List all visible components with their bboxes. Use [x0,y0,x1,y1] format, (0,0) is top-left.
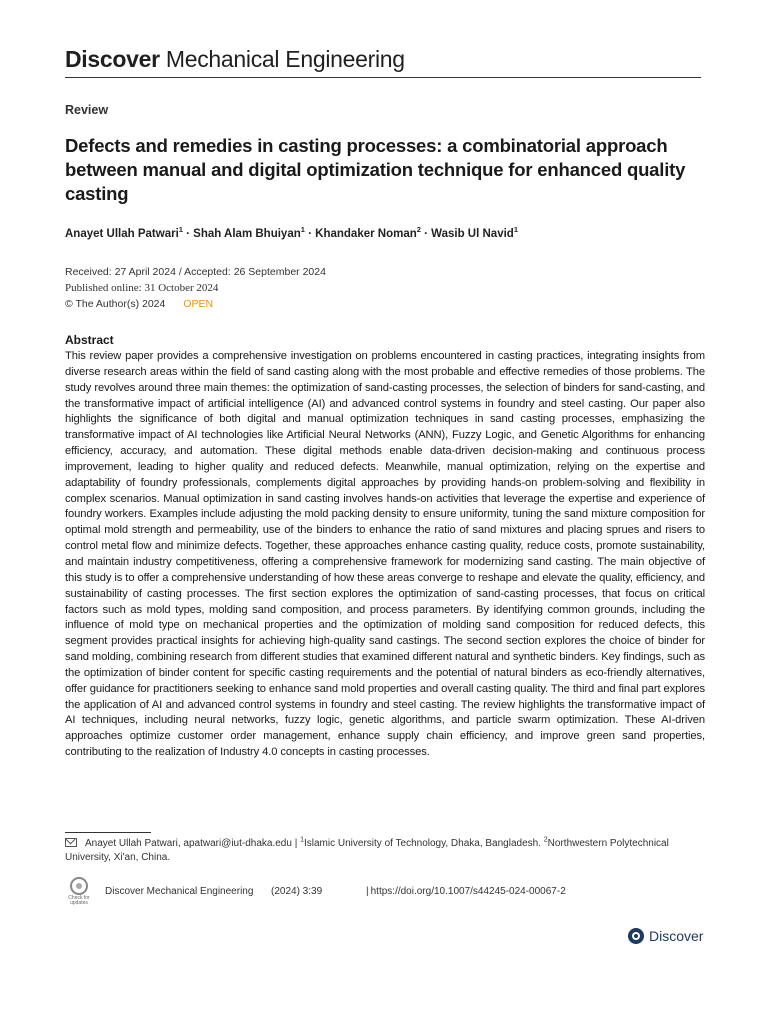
affiliation-1: Islamic University of Technology, Dhaka, Bangladesh. [304,838,541,849]
article-title: Defects and remedies in casting processes: a combinatorial approach between manual and digital optimization technique for enhanced quality casting [65,135,686,204]
article-dates [65,264,326,312]
affiliation-footnote [65,837,705,865]
article-type: Review [65,103,109,117]
author-affiliation: 1 [513,225,518,235]
journal-title-bold: Discover [65,46,160,72]
author-name[interactable]: Khandaker Noman [315,228,417,240]
discover-brand-text: Discover [649,928,704,944]
author-affiliation: 1 [178,225,183,235]
author-name[interactable]: Shah Alam Bhuiyan [193,228,301,240]
footer-separator: | [366,886,369,897]
author-name[interactable]: Wasib Ul Navid [431,228,514,240]
check-for-updates-badge[interactable] [65,877,93,907]
footer-doi [366,886,566,897]
corresponding-author[interactable]: Anayet Ullah Patwari, apatwari@iut-dhaka.edu | [85,838,298,849]
header-rule [65,77,701,78]
footer-volume: (2024) 3:39 [271,886,323,897]
check-updates-label: Check for updates [68,895,90,906]
journal-title [65,46,405,73]
affiliation-number: 2 [543,836,548,844]
published-date: Published online: 31 October 2024 [65,282,219,294]
affiliation-number: 1 [300,836,304,844]
envelope-icon [65,838,77,847]
journal-title-rest: Mechanical Engineering [165,46,405,72]
abstract-text: This review paper provides a comprehensive investigation on problems encountered in casting practices, integrating insights from diverse research areas within the field of sand casting along with the most probable and effective remedies of those problems. The study revolves around three main themes: the optimization of sand-casting processes, the selection of binders for sand-casting, and the transformative impact of artificial intelligence (AI) and advanced control systems in foundry and steel casting. Our paper also highlights the significance of both digital and manual optimization techniques in sand casting processes, emphasizing the transformative impact of AI technologies like Artificial Neural Networks (ANN), Fuzzy Logic, and Genetic Algorithms for enhancing efficiency, accuracy, and automation. These digital methods enable data-driven decision-making and continuous process improvement, leading to higher quality and reduced defects. Meanwhile, manual optimization, relying on the expertise and adaptability of foundry professionals, complements digital approaches by providing hands-on problem-solving and flexibility in complex scenarios. Manual optimization in sand casting involves hands-on activities that leverage the expertise and experience of foundry workers. Examples include adjusting the mold packing density to ensure uniformity, tuning the sand mixture composition for optimal mold strength and permeability, use of the binders to enhance the ratio of sand mixtures and placing sprues and risers to control metal flow and minimize defects. Together, these approaches enhance casting quality, reduce costs, promote sustainability, and maintain industry competitiveness, offering a comprehensive framework for modernizing sand casting. The main objective of this study is to offer a comprehensive understanding of how these areas converge to reshape and elevate the quality, efficiency, and sustainability of casting processes. The first section explores the optimization of sand-casting processes, that focus on critical factors such as mold types, molding sand composition, and process parameters. By identifying common grounds, including the influence of mold type on mechanical properties and the optimization of molding sand composition for reduced defects, this segment provides practical insights for achieving high-quality sand castings. The second section explores the choice of binder for sand molding, combining research from different studies that examined different natural and synthetic binders. Key findings, such as the optimization of binder content for specific casting requirements and the potential of natural binders as eco-friendly alternatives, offer guidance for practitioners seeking to enhance sand mold properties and overall casting quality. The third and final part explores the application of AI and advanced control systems in foundry and steel casting. The review highlights the transformative impact of AI techniques, including neural networks, fuzzy logic, genetic algorithms, and particle swarm optimization. These AI-driven approaches optimize customer order management, enhance supply chain efficiency, and improve green sand properties, contributing to the realization of Industry 4.0 concepts in casting processes. [65,350,705,759]
footer-journal-name: Discover Mechanical Engineering [105,886,254,897]
open-access-badge: OPEN [183,298,214,310]
copyright-line [65,296,326,312]
discover-logo-icon [628,928,644,944]
discover-brand [628,928,703,944]
abstract-heading: Abstract [65,333,114,347]
footnote-rule [65,832,151,833]
author-affiliation: 1 [300,225,305,235]
check-updates-icon [70,877,88,895]
copyright-text: © The Author(s) 2024 [65,298,166,310]
affiliation-2: Northwestern Polytechnical University, Xi'an, China. [65,838,669,863]
received-accepted: Received: 27 April 2024 / Accepted: 26 September 2024 [65,266,326,278]
author-affiliation: 2 [416,225,421,235]
doi-link[interactable]: https://doi.org/10.1007/s44245-024-00067-2 [370,886,566,897]
author-name[interactable]: Anayet Ullah Patwari [65,228,179,240]
author-list: Anayet Ullah Patwari$^1$ · Shah Alam Bhuiyan$^1$ · Khandaker Noman$^2$ · Wasib Ul Navid$^1$ [65,225,518,240]
